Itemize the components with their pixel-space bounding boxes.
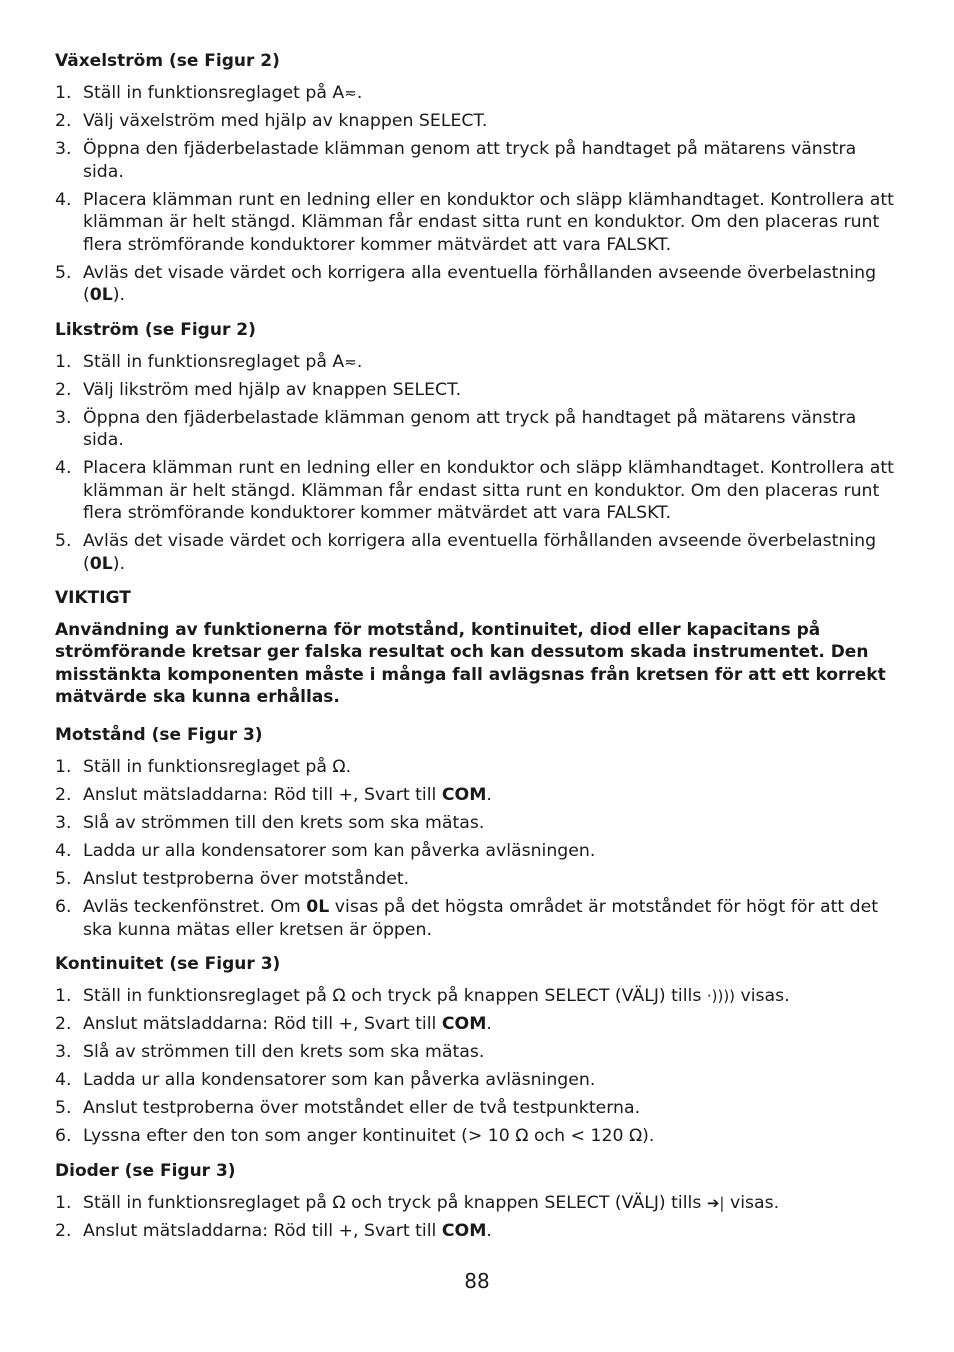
section-heading-continuity: Kontinuitet (se Figur 3) xyxy=(55,954,281,975)
continuity-sound-icon: ·)))) xyxy=(706,987,736,1006)
list-item: 2. Anslut mätsladdarna: Röd till +, Svart till COM. xyxy=(55,1014,492,1035)
list-item: 6. Avläs teckenfönstret. Om 0L visas på det högsta området är motståndet för högt för att det ska kunna mätas eller kretsen är öppen. xyxy=(55,897,879,940)
diode-steps xyxy=(55,1192,900,1243)
list-item: 3. Öppna den fjäderbelastade klämman genom att tryck på handtaget på mätarens vänstra sida. xyxy=(55,407,857,450)
list-item: 3. Slå av strömmen till den krets som ska mätas. xyxy=(55,813,485,834)
list-item: 1. Ställ in funktionsreglaget på A≂. xyxy=(55,83,363,103)
list-item: 1. Ställ in funktionsreglaget på Ω. xyxy=(55,757,352,778)
list-item: 5. Anslut testproberna över motståndet eller de två testpunkterna. xyxy=(55,1098,641,1119)
list-item: 4. Placera klämman runt en ledning eller en konduktor och släpp klämhandtaget. Kontrollera att klämman är helt stängd. Klämman får endast sitta runt en konduktor. Om den placeras runt flera strömförande konduktorer kommer mätvärdet att vara FALSKT. xyxy=(55,189,894,255)
list-item: 1. Ställ in funktionsreglaget på Ω och tryck på knappen SELECT (VÄLJ) tills ·)))) visas. xyxy=(55,986,790,1007)
section-heading-resistance: Motstånd (se Figur 3) xyxy=(55,725,263,746)
list-item: 2. Anslut mätsladdarna: Röd till +, Svart till COM. xyxy=(55,785,492,806)
page-number: 88 xyxy=(464,1269,490,1293)
diode-icon: ➔| xyxy=(706,1193,725,1212)
warning-heading: VIKTIGT xyxy=(55,588,131,608)
document-page xyxy=(55,50,900,1254)
list-item: 1. Ställ in funktionsreglaget på A≂. xyxy=(55,351,363,372)
list-item: 2. Välj likström med hjälp av knappen SELECT. xyxy=(55,379,462,400)
list-item: 4. Placera klämman runt en ledning eller en konduktor och släpp klämhandtaget. Kontrollera att klämman är helt stängd. Klämman får endast sitta runt en konduktor. Om den placeras runt flera strömförande konduktorer kommer mätvärdet att vara FALSKT. xyxy=(55,458,894,523)
list-item: 5. Anslut testproberna över motståndet. xyxy=(55,869,410,890)
ac-dc-symbol-icon: ≂ xyxy=(344,84,357,102)
list-item: 3. Öppna den fjäderbelastade klämman genom att tryck på handtaget på mätarens vänstra sida. xyxy=(55,139,857,182)
list-item: 3. Slå av strömmen till den krets som ska mätas. xyxy=(55,1042,485,1063)
list-item: 2. Välj växelström med hjälp av knappen SELECT. xyxy=(55,111,488,131)
warning-text: Användning av funktionerna för motstånd, kontinuitet, diod eller kapacitans på strömförande kretsar ger falska resultat och kan dessutom skada instrumentet. Den misstänkta komponenten måste i många fall avlägsnas från kretsen för att ett korrekt mätvärde ska kunna erhållas. xyxy=(55,620,886,707)
continuity-steps xyxy=(55,985,900,1148)
list-item: 4. Ladda ur alla kondensatorer som kan påverka avläsningen. xyxy=(55,841,596,862)
section-heading-ac-current: Växelström (se Figur 2) xyxy=(55,51,280,71)
list-item: 4. Ladda ur alla kondensatorer som kan påverka avläsningen. xyxy=(55,1070,596,1091)
dc-current-steps xyxy=(55,351,900,576)
list-item: 5. Avläs det visade värdet och korrigera alla eventuella förhållanden avseende överbelastning (0L). xyxy=(55,531,877,574)
list-item: 5. Avläs det visade värdet och korrigera alla eventuella förhållanden avseende överbelastning (0L). xyxy=(55,262,877,305)
resistance-steps xyxy=(55,756,900,941)
list-item: 6. Lyssna efter den ton som anger kontinuitet (> 10 Ω och < 120 Ω). xyxy=(55,1126,655,1147)
ac-current-steps xyxy=(55,82,900,307)
list-item: 1. Ställ in funktionsreglaget på Ω och tryck på knappen SELECT (VÄLJ) tills ➔| visas. xyxy=(55,1192,780,1213)
ac-dc-symbol-icon: ≂ xyxy=(344,352,357,371)
section-heading-diodes: Dioder (se Figur 3) xyxy=(55,1160,236,1181)
list-item: 2. Anslut mätsladdarna: Röd till +, Svart till COM. xyxy=(55,1220,492,1241)
section-heading-dc-current: Likström (se Figur 2) xyxy=(55,319,256,340)
